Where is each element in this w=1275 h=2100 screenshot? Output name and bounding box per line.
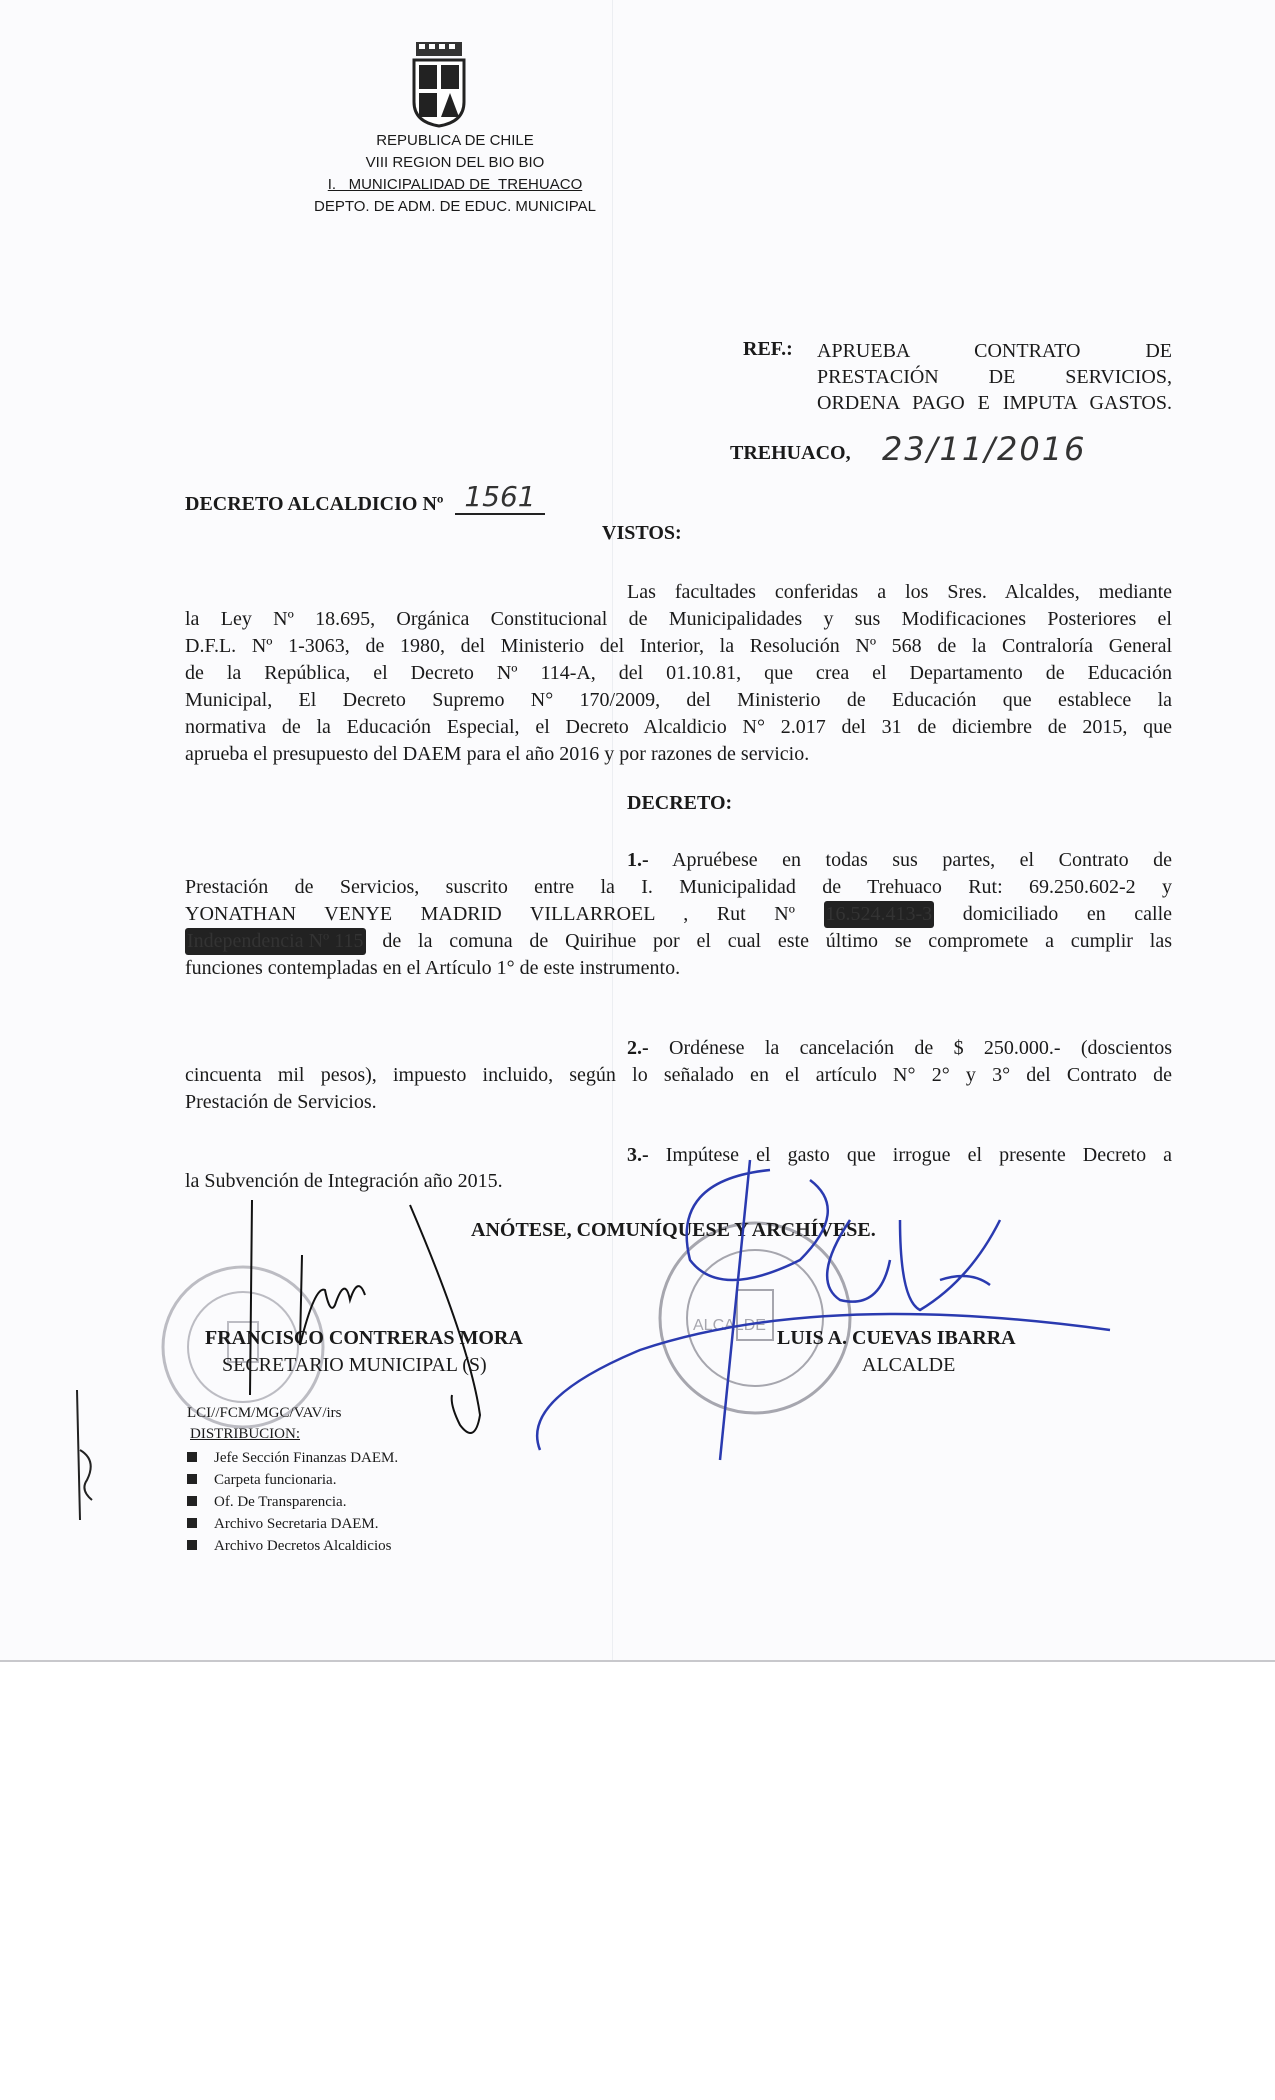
contractor-name: YONATHAN VENYE MADRID VILLARROEL , Rut Nº: [185, 903, 795, 925]
bullet-icon: [187, 1540, 197, 1550]
vistos-line: aprueba el presupuesto del DAEM para el año 2016 y por razones de servicio.: [185, 743, 810, 765]
distribution-heading: DISTRIBUCION:: [190, 1426, 301, 1442]
distribution-item-label: Carpeta funcionaria.: [214, 1472, 337, 1488]
mayor-signature: [520, 1160, 1120, 1460]
vistos-line: Municipal, El Decreto Supremo N° 170/2009, del Ministerio de Educación que establece la: [185, 689, 1172, 711]
signatory-name: LUIS A. CUEVAS IBARRA: [777, 1327, 1016, 1349]
vistos-line: de la República, el Decreto Nº 114-A, del 01.10.81, que crea el Departamento de Educación: [185, 662, 1172, 684]
decreto-line: [185, 901, 1172, 928]
signatory-name: FRANCISCO CONTRERAS MORA: [205, 1327, 523, 1349]
distribution-item: [187, 1492, 346, 1513]
distribution-item-label: Of. De Transparencia.: [214, 1494, 347, 1510]
decreto-line: funciones contempladas en el Artículo 1° de este instrumento.: [185, 957, 681, 979]
distribution-item-label: Archivo Secretaria DAEM.: [214, 1516, 379, 1532]
municipal-crest-icon: [410, 40, 468, 128]
letterhead-country: REPUBLICA DE CHILE: [376, 132, 534, 149]
margin-initial-mark: [72, 1390, 102, 1530]
ref-label: REF.:: [743, 338, 793, 360]
decreto-heading: DECRETO:: [627, 792, 733, 814]
item-text: Impútese el gasto que irrogue el presente Decreto a: [665, 1144, 1173, 1166]
distribution-item-label: Jefe Sección Finanzas DAEM.: [214, 1450, 399, 1466]
vistos-line: D.F.L. Nº 1-3063, de 1980, del Ministerio del Interior, la Resolución Nº 568 de la Contraloría General: [185, 635, 1172, 657]
item-text: domiciliado en calle: [962, 903, 1173, 925]
decreto-line: Prestación de Servicios.: [185, 1091, 377, 1113]
signatory-title: SECRETARIO MUNICIPAL (S): [222, 1354, 487, 1376]
distribution-item: [187, 1470, 336, 1491]
handwritten-decree-number: 1561: [455, 480, 545, 515]
vistos-line: Las facultades conferidas a los Sres. Alcaldes, mediante: [627, 581, 1172, 603]
distribution-item: [187, 1448, 398, 1469]
letterhead-department: DEPTO. DE ADM. DE EDUC. MUNICIPAL: [314, 198, 596, 215]
handwritten-date: 23/11/2016: [882, 430, 1087, 468]
vistos-line: la Ley Nº 18.695, Orgánica Constitucional de Municipalidades y sus Modificaciones Posteriores el: [185, 608, 1172, 630]
item-number: 1.-: [627, 849, 649, 871]
ref-line: ORDENA PAGO E IMPUTA GASTOS.: [817, 392, 1172, 414]
signatory-title: ALCALDE: [862, 1354, 956, 1376]
decreto-line: Prestación de Servicios, suscrito entre la I. Municipalidad de Trehuaco Rut: 69.250.602-2 y: [185, 876, 1172, 898]
bullet-icon: [187, 1452, 197, 1462]
place-label: TREHUACO,: [730, 442, 851, 464]
decreto-line: [185, 928, 1172, 955]
item-number: 3.-: [627, 1144, 649, 1166]
bullet-icon: [187, 1496, 197, 1506]
vistos-line: normativa de la Educación Especial, el Decreto Alcaldicio N° 2.017 del 31 de diciembre de 2015, que: [185, 716, 1172, 738]
distribution-item-label: Archivo Decretos Alcaldicios: [214, 1538, 392, 1554]
bullet-icon: [187, 1474, 197, 1484]
ref-line: APRUEBA CONTRATO DE: [817, 340, 1172, 362]
ref-subject: [817, 338, 1172, 416]
distribution-item: [187, 1514, 379, 1535]
decreto-item-1: [627, 847, 1172, 874]
decreto-line: cincuenta mil pesos), impuesto incluido, según lo señalado en el artículo N° 2° y 3° del Contrato de: [185, 1064, 1172, 1086]
item-text: Apruébese en todas sus partes, el Contrato de: [672, 849, 1172, 871]
letterhead-municipality: I. MUNICIPALIDAD DE TREHUACO: [327, 176, 583, 193]
item-text: Ordénese la cancelación de $ 250.000.- (doscientos: [669, 1037, 1172, 1059]
decreto-line: la Subvención de Integración año 2015.: [185, 1170, 503, 1192]
letterhead: [275, 130, 635, 218]
letterhead-region: VIII REGION DEL BIO BIO: [365, 154, 545, 171]
stamp-text: ALCALDE: [693, 1317, 766, 1334]
vistos-heading: VISTOS:: [602, 522, 682, 544]
ref-line: PRESTACIÓN DE SERVICIOS,: [817, 366, 1172, 388]
item-text: de la comuna de Quirihue por el cual este último se compromete a cumplir las: [382, 930, 1173, 952]
closing-formula: ANÓTESE, COMUNÍQUESE Y ARCHÍVESE.: [471, 1219, 876, 1241]
redacted-rut: 16.524.413-3: [824, 901, 935, 928]
distribution-item: [187, 1536, 391, 1557]
decreto-item-2: [627, 1035, 1172, 1062]
bullet-icon: [187, 1518, 197, 1528]
redacted-address: Independencia Nº 115: [185, 928, 366, 955]
item-number: 2.-: [627, 1037, 649, 1059]
initials-reference: LCI//FCM/MGC/VAV/irs: [187, 1405, 342, 1421]
decree-label: DECRETO ALCALDICIO Nº: [185, 493, 444, 515]
